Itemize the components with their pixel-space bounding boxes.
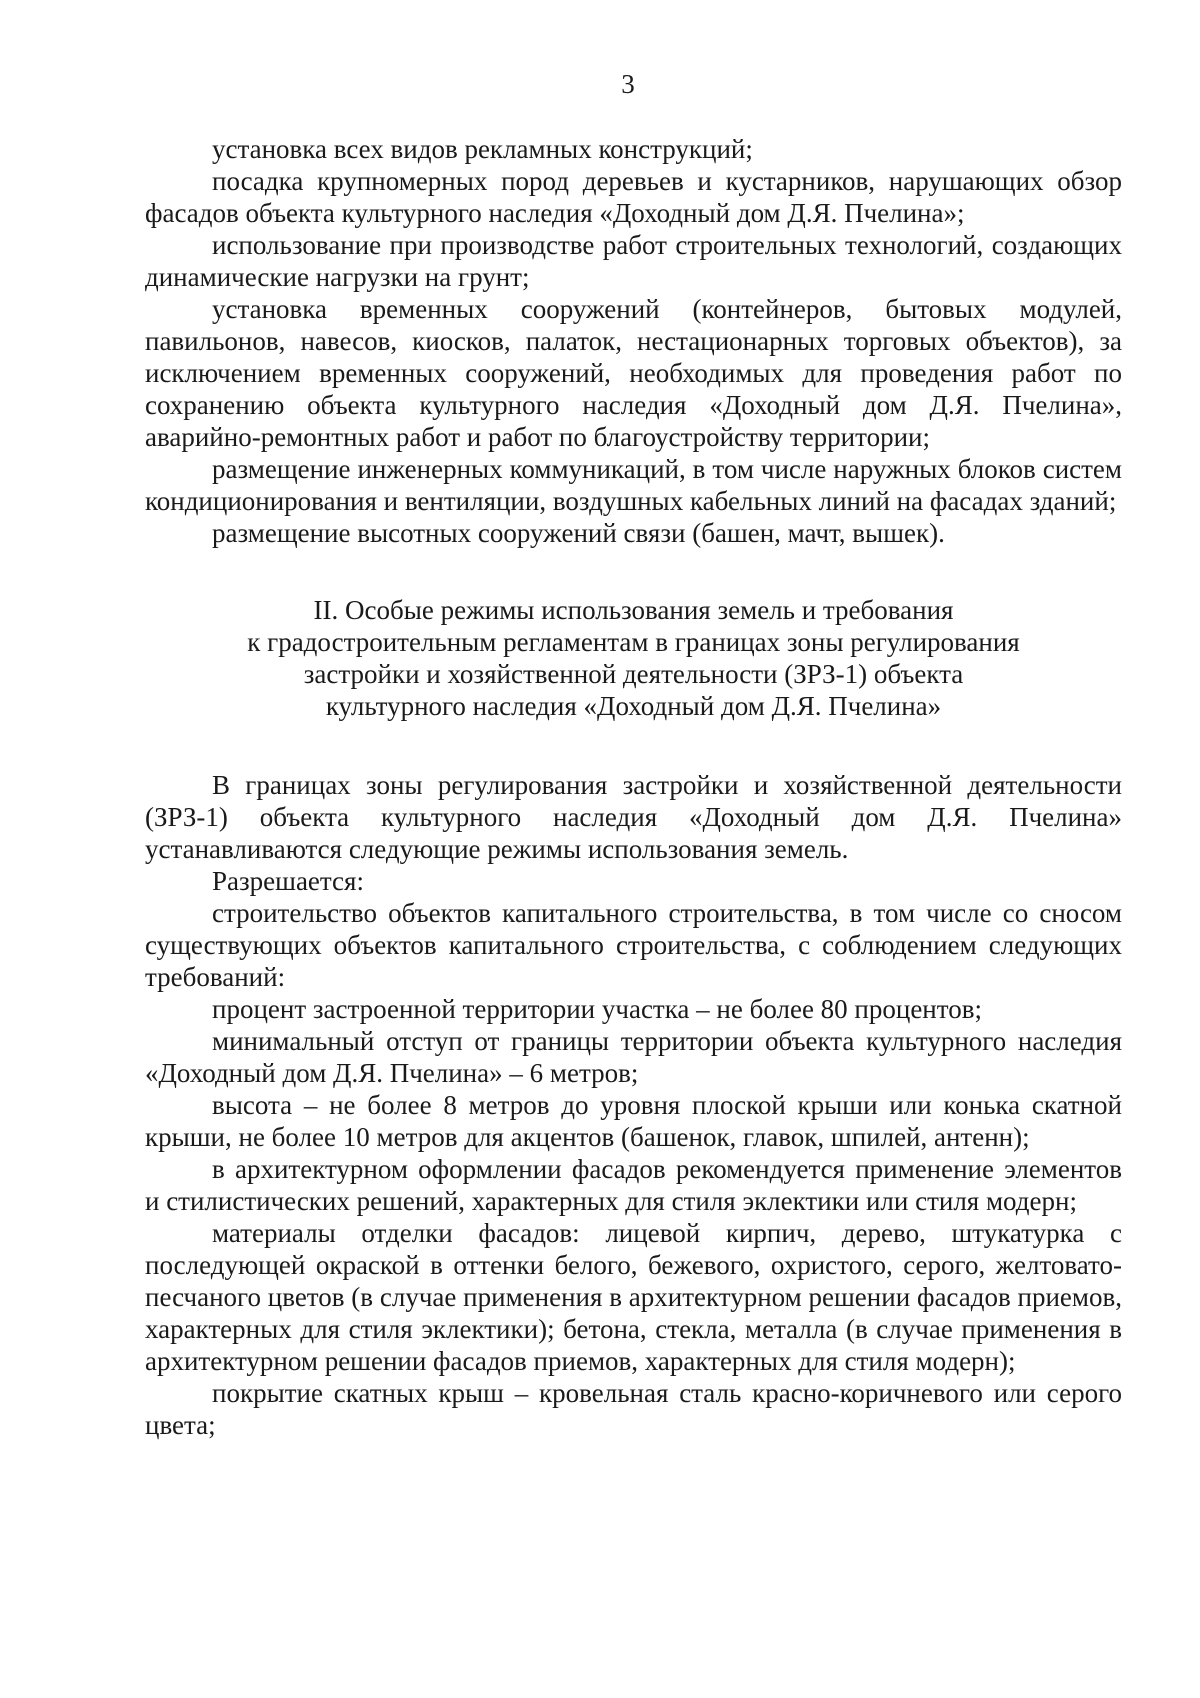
paragraph-utilities: размещение инженерных коммуникаций, в том числе наружных блоков систем кондиционирования и вентиляции, воздушных кабельных линий на фасадах зданий; — [145, 454, 1122, 516]
section-heading-line-3: застройки и хозяйственной деятельности (ЗРЗ-1) объекта — [303, 659, 964, 689]
paragraph-ads: установка всех видов рекламных конструкций; — [212, 134, 753, 164]
paragraph-min-setback: минимальный отступ от границы территории объекта культурного наследия «Доходный дом Д.Я. Пчелина» – 6 метров; — [145, 1026, 1122, 1088]
paragraph-zone-intro: В границах зоны регулирования застройки и хозяйственной деятельности (ЗРЗ-1) объекта культурного наследия «Доходный дом Д.Я. Пчелина» устанавливаются следующие режимы использования земель. — [145, 770, 1122, 864]
paragraph-trees: посадка крупномерных пород деревьев и кустарников, нарушающих обзор фасадов объекта культурного наследия «Доходный дом Д.Я. Пчелина»; — [145, 166, 1122, 228]
paragraph-architecture: в архитектурном оформлении фасадов рекомендуется применение элементов и стилистических решений, характерных для стиля эклектики или стиля модерн; — [145, 1154, 1122, 1216]
section-heading — [145, 594, 1122, 722]
paragraph-temporary-structures: установка временных сооружений (контейнеров, бытовых модулей, павильонов, навесов, киосков, палаток, нестационарных торговых объектов), за исключением временных сооружений, необходимых для проведения работ по сохранению объекта культурного наследия «Доходный дом Д.Я. Пчелина», аварийно-ремонтных работ и работ по благоустройству территории; — [145, 294, 1122, 452]
paragraph-height: высота – не более 8 метров до уровня плоской крыши или конька скатной крыши, не более 10 метров для акцентов (башенок, главок, шпилей, антенн); — [145, 1090, 1122, 1152]
document-body — [145, 133, 1122, 1441]
section-heading-line-2: к градостроительным регламентам в границах зоны регулирования — [247, 627, 1020, 657]
paragraph-dynamic-loads: использование при производстве работ строительных технологий, создающих динамические нагрузки на грунт; — [145, 230, 1122, 292]
paragraph-facade-materials: материалы отделки фасадов: лицевой кирпич, дерево, штукатурка с последующей окраской в оттенки белого, бежевого, охристого, серого, желтовато-песчаного цветов (в случае применения в архитектурном решении фасадов приемов, характерных для стиля эклектики); бетона, стекла, металла (в случае применения в архитектурном решении фасадов приемов, характерных для стиля модерн); — [145, 1218, 1122, 1376]
page-number: 3 — [621, 69, 635, 99]
paragraph-built-percent: процент застроенной территории участка – не более 80 процентов; — [212, 994, 982, 1024]
section-heading-line-1: II. Особые режимы использования земель и требования — [313, 595, 954, 625]
paragraph-allowed: Разрешается: — [212, 866, 364, 896]
paragraph-towers: размещение высотных сооружений связи (башен, мачт, вышек). — [212, 518, 945, 548]
section-heading-line-4: культурного наследия «Доходный дом Д.Я. Пчелина» — [325, 691, 942, 721]
paragraph-roof-covering: покрытие скатных крыш – кровельная сталь красно-коричневого или серого цвета; — [145, 1378, 1122, 1440]
paragraph-construction: строительство объектов капитального строительства, в том числе со сносом существующих объектов капитального строительства, с соблюдением следующих требований: — [145, 898, 1122, 992]
